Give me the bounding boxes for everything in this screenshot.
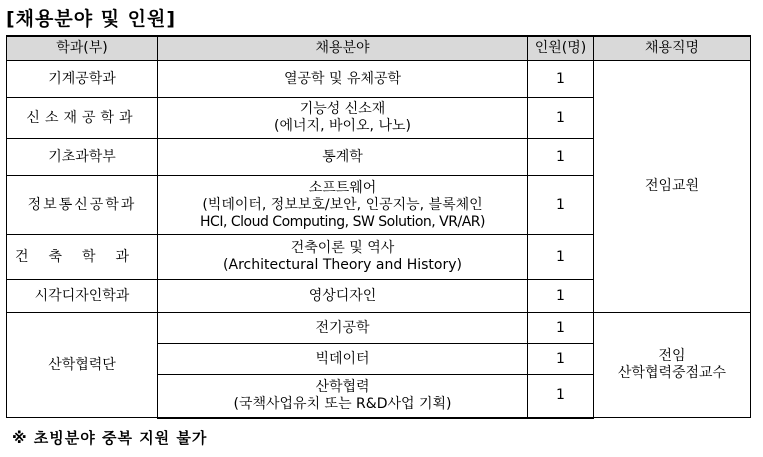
recruitment-table [6,35,751,419]
table-row [7,61,751,98]
field-line: 영상디자인 [308,287,377,304]
dept-cell: 기계공학과 [7,61,158,98]
field-line: (Architectural Theory and History) [223,257,462,273]
field-cell [158,235,528,280]
dept-cell: 건축학과 [7,235,158,280]
field-line: (국책사업유치 또는 R&D사업 기획) [233,395,452,412]
field-line: (빅데이터, 정보보호/보안, 인공지능, 블록체인 [202,196,483,213]
field-line: 건축이론 및 역사 [290,240,395,256]
field-line: HCI, Cloud Computing, SW Solution, VR/AR) [200,213,485,230]
footnote: ※ 초빙분야 중복 지원 불가 [12,429,208,447]
field-cell [158,280,528,313]
table-header-row [7,36,751,61]
count-cell: 1 [528,139,594,176]
field-line: 통계학 [322,148,363,165]
position-cell-faculty: 전임교원 [594,61,751,313]
header-count: 인원(명) [528,36,594,61]
field-cell [158,61,528,98]
field-cell [158,176,528,235]
field-line: 빅데이터 [315,350,370,367]
position-line: 산학협력중점교수 [617,365,727,381]
dept-cell: 시각디자인학과 [7,280,158,313]
table-row [7,313,751,344]
dept-cell: 산학협력단 [7,313,158,418]
dept-cell: 신소재공학과 [7,98,158,139]
field-cell [158,344,528,375]
count-cell: 1 [528,98,594,139]
page-title: [채용분야 및 인원] [6,8,177,30]
field-line: 전기공학 [315,319,370,336]
field-line: 기능성 신소재 [299,101,386,117]
count-cell: 1 [528,176,594,235]
count-cell: 1 [528,344,594,375]
field-cell [158,139,528,176]
count-cell: 1 [528,375,594,418]
header-dept: 학과(부) [7,36,158,61]
header-position: 채용직명 [594,36,751,61]
count-cell: 1 [528,280,594,313]
header-field: 채용분야 [158,36,528,61]
count-cell: 1 [528,235,594,280]
field-line: (에너지, 바이오, 나노) [274,118,411,134]
position-cell-industry [594,313,751,418]
position-line: 전임 [658,348,686,364]
count-cell: 1 [528,313,594,344]
field-line: 소프트웨어 [308,179,377,196]
field-cell [158,313,528,344]
field-cell [158,375,528,418]
field-cell [158,98,528,139]
dept-cell: 정보통신공학과 [7,176,158,235]
count-cell: 1 [528,61,594,98]
field-line: 산학협력 [315,378,370,395]
dept-cell: 기초과학부 [7,139,158,176]
field-line: 열공학 및 유체공학 [283,70,402,87]
